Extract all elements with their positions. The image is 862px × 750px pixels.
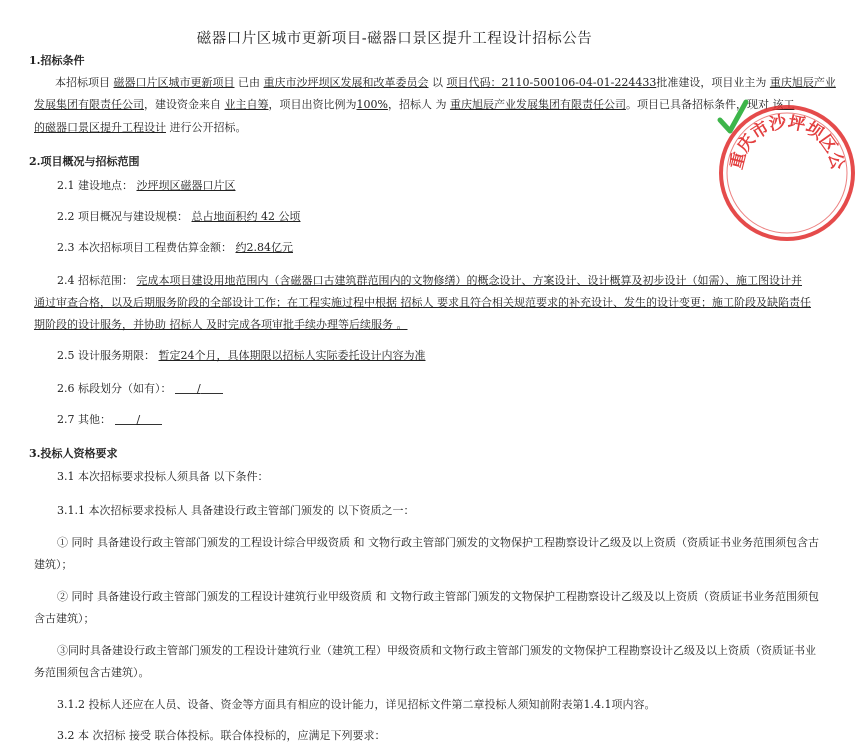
bid-scope: 期阶段的设计服务，并协助 招标人 及时完成各项审批手续办理等后续服务 。 — [34, 318, 408, 331]
section-heading-project-overview: 2.项目概况与招标范围 — [29, 155, 140, 168]
approving-authority: 重庆市沙坪坝区发展和改革委员会 — [263, 76, 429, 89]
construction-site: 沙坪坝区磁器口片区 — [136, 179, 236, 192]
investment-ratio: 100% — [356, 98, 388, 111]
item-3-1: 3.1 本次招标要求投标人须具备 以下条件： — [57, 470, 269, 483]
text: 以 — [432, 76, 443, 89]
item-2-2 — [57, 203, 301, 231]
item-2-3 — [57, 234, 293, 262]
fund-source: 业主自筹 — [224, 98, 269, 111]
item-2-6 — [57, 375, 223, 403]
item-3-1-2: 3.1.2 投标人还应在人员、设备、资金等方面具有相应的设计能力，详见招标文件第二章投标人须知前附表第1.4.1项内容。 — [57, 698, 656, 711]
item-2-5 — [57, 342, 426, 370]
service-period: 暂定24个月，具体期限以招标人实际委托设计内容为准 — [158, 349, 426, 362]
text: 为 — [435, 98, 447, 111]
page-title: 磁器口片区城市更新项目-磁器口景区提升工程设计招标公告 — [196, 31, 593, 47]
blank-line — [115, 412, 137, 425]
blank-line — [201, 381, 223, 394]
label: 2.2 项目概况与建设规模： — [57, 210, 188, 223]
text: ，招标人 — [387, 98, 432, 111]
item-2-1 — [57, 172, 236, 200]
cost-estimate: 约2.84亿元 — [235, 241, 293, 254]
text: ，项目出资比例为 — [268, 98, 357, 111]
project-code: 项目代码：2110-500106-04-01-224433 — [446, 76, 657, 89]
bid-target: 该工 — [772, 98, 795, 111]
official-seal-stamp — [712, 98, 862, 248]
project-owner: 发展集团有限责任公司 — [34, 98, 144, 111]
section-heading-bid-conditions: 1.招标条件 — [29, 54, 85, 67]
section-heading-bidder-qualification: 3.投标人资格要求 — [29, 447, 118, 460]
bid-scope: 完成本项目建设用地范围内（含磁器口古建筑群范围内的文物修缮）的概念设计、方案设计、设计概算及初步设计（如需）、施工图设计并 — [136, 274, 802, 287]
text: 。项目已具备招标条件，现对 — [625, 98, 769, 111]
svg-text:重庆市沙坪坝区公: 重庆市沙坪坝区公 — [726, 112, 848, 172]
other-info: / — [136, 413, 141, 426]
qualification-option-3-line-2: 务范围须包含古建筑）。 — [34, 666, 150, 679]
blank-line — [175, 381, 197, 394]
qualification-option-2-line-1: ② 同时 具备建设行政主管部门颁发的工程设计建筑行业甲级资质 和 文物行政主管部门颁发的文物保护工程勘察设计乙级及以上资质（资质证书业务范围须包 — [57, 590, 819, 603]
item-3-2: 3.2 本 次招标 接受 联合体投标。联合体投标的，应满足下列要求： — [57, 729, 386, 742]
text: 进行公开招标。 — [169, 121, 247, 134]
bid-target: 的磁器口景区提升工程设计 — [34, 121, 166, 134]
text: 已由 — [238, 76, 260, 89]
item-2-7 — [57, 406, 162, 434]
text: 批准建设，项目业主为 — [656, 76, 767, 89]
tenderer-name: 重庆旭辰产业发展集团有限责任公司 — [449, 98, 626, 111]
label: 2.1 建设地点： — [57, 179, 133, 192]
blank-line — [140, 412, 162, 425]
qualification-option-3-line-1: ③同时具备建设行政主管部门颁发的工程设计建筑行业（建筑工程）甲级资质和文物行政主管部门颁发的文物保护工程勘察设计乙级及以上资质（资质证书业 — [57, 644, 816, 657]
bid-conditions-line-3 — [34, 114, 247, 142]
qualification-option-2-line-2: 含古建筑）； — [34, 612, 95, 625]
label: 2.6 标段划分（如有）： — [57, 382, 172, 395]
label: 2.4 招标范围： — [57, 274, 133, 287]
bid-scope: 通过审查合格，以及后期服务阶段的全部设计工作；在工程实施过程中根据 招标人 要求且符合相关规范要求的补充设计、发生的设计变更；施工阶段及缺陷责任 — [34, 296, 811, 309]
label: 2.3 本次招标项目工程费估算金额： — [57, 241, 232, 254]
label: 2.5 设计服务期限： — [57, 349, 155, 362]
section-division: / — [197, 382, 201, 395]
project-owner: 重庆旭辰产业 — [769, 76, 836, 89]
text: 本招标项目 — [55, 76, 110, 89]
qualification-option-1-line-1: ① 同时 具备建设行政主管部门颁发的工程设计综合甲级资质 和 文物行政主管部门颁发的文物保护工程勘察设计乙级及以上资质（资质证书业务范围须包含古 — [57, 536, 819, 549]
item-2-4-line-3 — [34, 311, 408, 339]
qualification-option-1-line-2: 建筑）； — [34, 558, 73, 571]
text: ，建设资金来自 — [144, 98, 221, 111]
label: 2.7 其他： — [57, 413, 111, 426]
item-3-1-1: 3.1.1 本次招标要求投标人 具备建设行政主管部门颁发的 以下资质之一： — [57, 504, 415, 517]
construction-scale: 总占地面积约 42 公顷 — [191, 210, 301, 223]
project-name: 磁器口片区城市更新项目 — [113, 76, 235, 89]
